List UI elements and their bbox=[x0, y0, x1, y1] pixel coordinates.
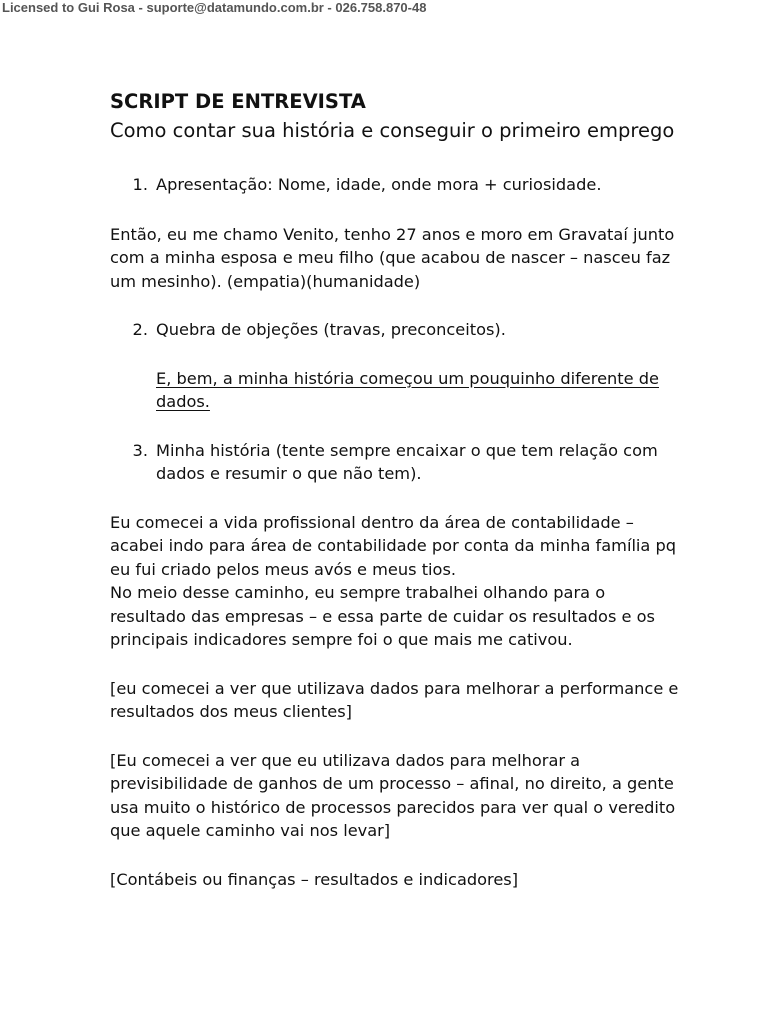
list-number: 3. bbox=[132, 440, 148, 460]
bracket-note-performance: [eu comecei a ver que utilizava dados para melhorar a performance e resultados dos meus clientes] bbox=[110, 678, 679, 721]
list-item-1 bbox=[110, 173, 680, 197]
underlined-statement: E, bem, a minha história começou um pouquinho diferente de dados. bbox=[156, 368, 659, 411]
career-paragraph-1: Eu comecei a vida profissional dentro da área de contabilidade – acabei indo para área de contabilidade por conta da minha família pq eu fui criado pelos meus avós e meus tios. bbox=[110, 512, 677, 579]
document-title: SCRIPT DE ENTREVISTA bbox=[110, 90, 366, 113]
list-text: Apresentação: Nome, idade, onde mora + curiosidade. bbox=[156, 175, 602, 194]
bracket-note-finance: [Contábeis ou finanças – resultados e indicadores] bbox=[110, 869, 519, 889]
license-watermark: Licensed to Gui Rosa - suporte@datamundo.com.br - 026.758.870-48 bbox=[2, 0, 427, 15]
intro-paragraph: Então, eu me chamo Venito, tenho 27 anos e moro em Gravataí junto com a minha esposa e meu filho (que acabou de nascer – nasceu faz um mesinho). (empatia)(humanidade) bbox=[110, 224, 675, 291]
career-paragraph-2: No meio desse caminho, eu sempre trabalhei olhando para o resultado das empresas – e essa parte de cuidar os resultados e os principais indicadores sempre foi o que mais me cativou. bbox=[110, 583, 655, 649]
bracket-note-previsibility: [Eu comecei a ver que eu utilizava dados para melhorar a previsibilidade de ganhos de um processo – afinal, no direito, a gente usa muito o histórico de processos parecidos para ver qual o veredito que aquele caminho vai nos levar] bbox=[110, 750, 676, 840]
list-item-3 bbox=[110, 439, 680, 486]
list-item-2 bbox=[110, 318, 680, 342]
list-number: 1. bbox=[132, 175, 148, 194]
list-text: Minha história (tente sempre encaixar o que tem relação com dados e resumir o que não tem). bbox=[156, 440, 658, 483]
list-text: Quebra de objeções (travas, preconceitos). bbox=[156, 320, 506, 339]
document-body bbox=[110, 88, 680, 891]
list-number: 2. bbox=[132, 320, 148, 339]
document-subtitle: Como contar sua história e conseguir o primeiro emprego bbox=[110, 119, 675, 142]
